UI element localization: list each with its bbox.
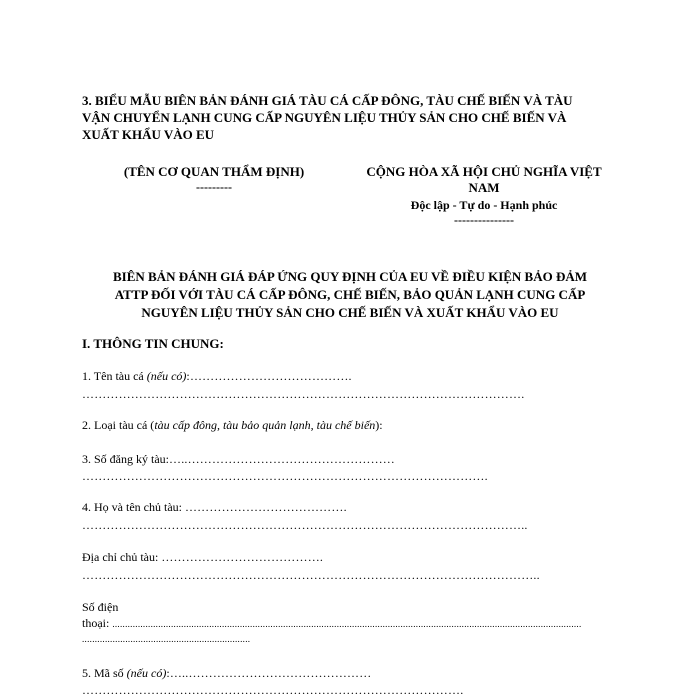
republic-name-line2: NAM (468, 180, 500, 195)
report-title (80, 268, 620, 322)
registration-label: 3. Số đăng ký tàu: (82, 452, 169, 466)
agency-name: (TÊN CƠ QUAN THẨM ĐỊNH) (123, 164, 305, 179)
section-heading (82, 92, 622, 143)
code-label: 5. Mã số (82, 666, 127, 680)
vessel-name-dots-line: ………………………………………………………………………………………………. (82, 387, 525, 401)
code-note: (nếu có) (126, 666, 167, 680)
registration-field (82, 452, 395, 467)
vessel-name-field (82, 369, 352, 384)
owner-address-dots-line: ………………………………………………………………………………………………….. (82, 568, 540, 582)
owner-name-dots-line: ……………………………………………………………………………………………….. (82, 518, 528, 532)
registration-dots-line: ………………………………………………………………………………………. (82, 469, 488, 483)
section-heading-line: XUẤT KHẨU VÀO EU (82, 127, 215, 142)
phone-label: thoại: (82, 616, 113, 630)
phone-label-line1: Số điện (82, 600, 119, 614)
section-heading-line: 3. BIỂU MẪU BIÊN BẢN ĐÁNH GIÁ TÀU CÁ CẤP ĐÔNG, TÀU CHẾ BIẾN VÀ TÀU (82, 93, 573, 108)
owner-name-dots: …………………………………. (184, 500, 347, 514)
national-motto: Độc lập - Tự do - Hạnh phúc (410, 198, 558, 212)
vessel-name-dots: :…………………………………. (186, 369, 352, 383)
report-title-line: ATTP ĐỐI VỚI TÀU CÁ CẤP ĐÔNG, CHẾ BIẾN, BẢO QUẢN LẠNH CUNG CẤP (114, 287, 586, 302)
section-heading-line: VẬN CHUYỂN LẠNH CUNG CẤP NGUYÊN LIỆU THỦY SẢN CHO CHẾ BIẾN VÀ (82, 110, 567, 125)
owner-address-dots: …………………………………. (161, 550, 324, 564)
code-field (82, 666, 371, 681)
registration-dots: …..…………………………………………… (169, 452, 395, 466)
phone-field (82, 616, 622, 631)
code-dots-line: …………………………………………………………………………………. (82, 683, 464, 697)
republic-name-line1: CỘNG HÒA XÃ HỘI CHỦ NGHĨA VIỆT (366, 164, 602, 179)
agency-rule: --------- (196, 180, 232, 194)
report-title-line: BIÊN BẢN ĐÁNH GIÁ ĐÁP ỨNG QUY ĐỊNH CỦA EU VỀ ĐIỀU KIỆN BẢO ĐẢM (112, 269, 588, 284)
phone-dots-line: .................................................................. (82, 634, 251, 644)
vessel-type-options: tàu cấp đông, tàu bảo quản lạnh, tàu chế biến (154, 418, 376, 432)
code-dots: :…..……………………………………… (166, 666, 372, 680)
owner-name-field (82, 500, 347, 515)
vessel-type-close: ): (375, 418, 383, 432)
owner-address-label: Địa chỉ chủ tàu: (82, 550, 162, 564)
owner-address-field (82, 550, 323, 565)
vessel-name-note: (nếu có) (146, 369, 187, 383)
section-general-info: I. THÔNG TIN CHUNG: (82, 336, 224, 351)
vessel-type-label: 2. Loại tàu cá ( (82, 418, 155, 432)
owner-name-label: 4. Họ và tên chủ tàu: (82, 500, 185, 514)
motto-rule: --------------- (454, 213, 514, 227)
report-title-line: NGUYÊN LIỆU THỦY SẢN CHO CHẾ BIẾN VÀ XUẤT KHẨU VÀO EU (141, 305, 559, 320)
vessel-name-label: 1. Tên tàu cá (82, 369, 147, 383)
phone-dots: ........................................................................................................................................................................................ (112, 619, 582, 629)
vessel-type-field (82, 418, 383, 433)
